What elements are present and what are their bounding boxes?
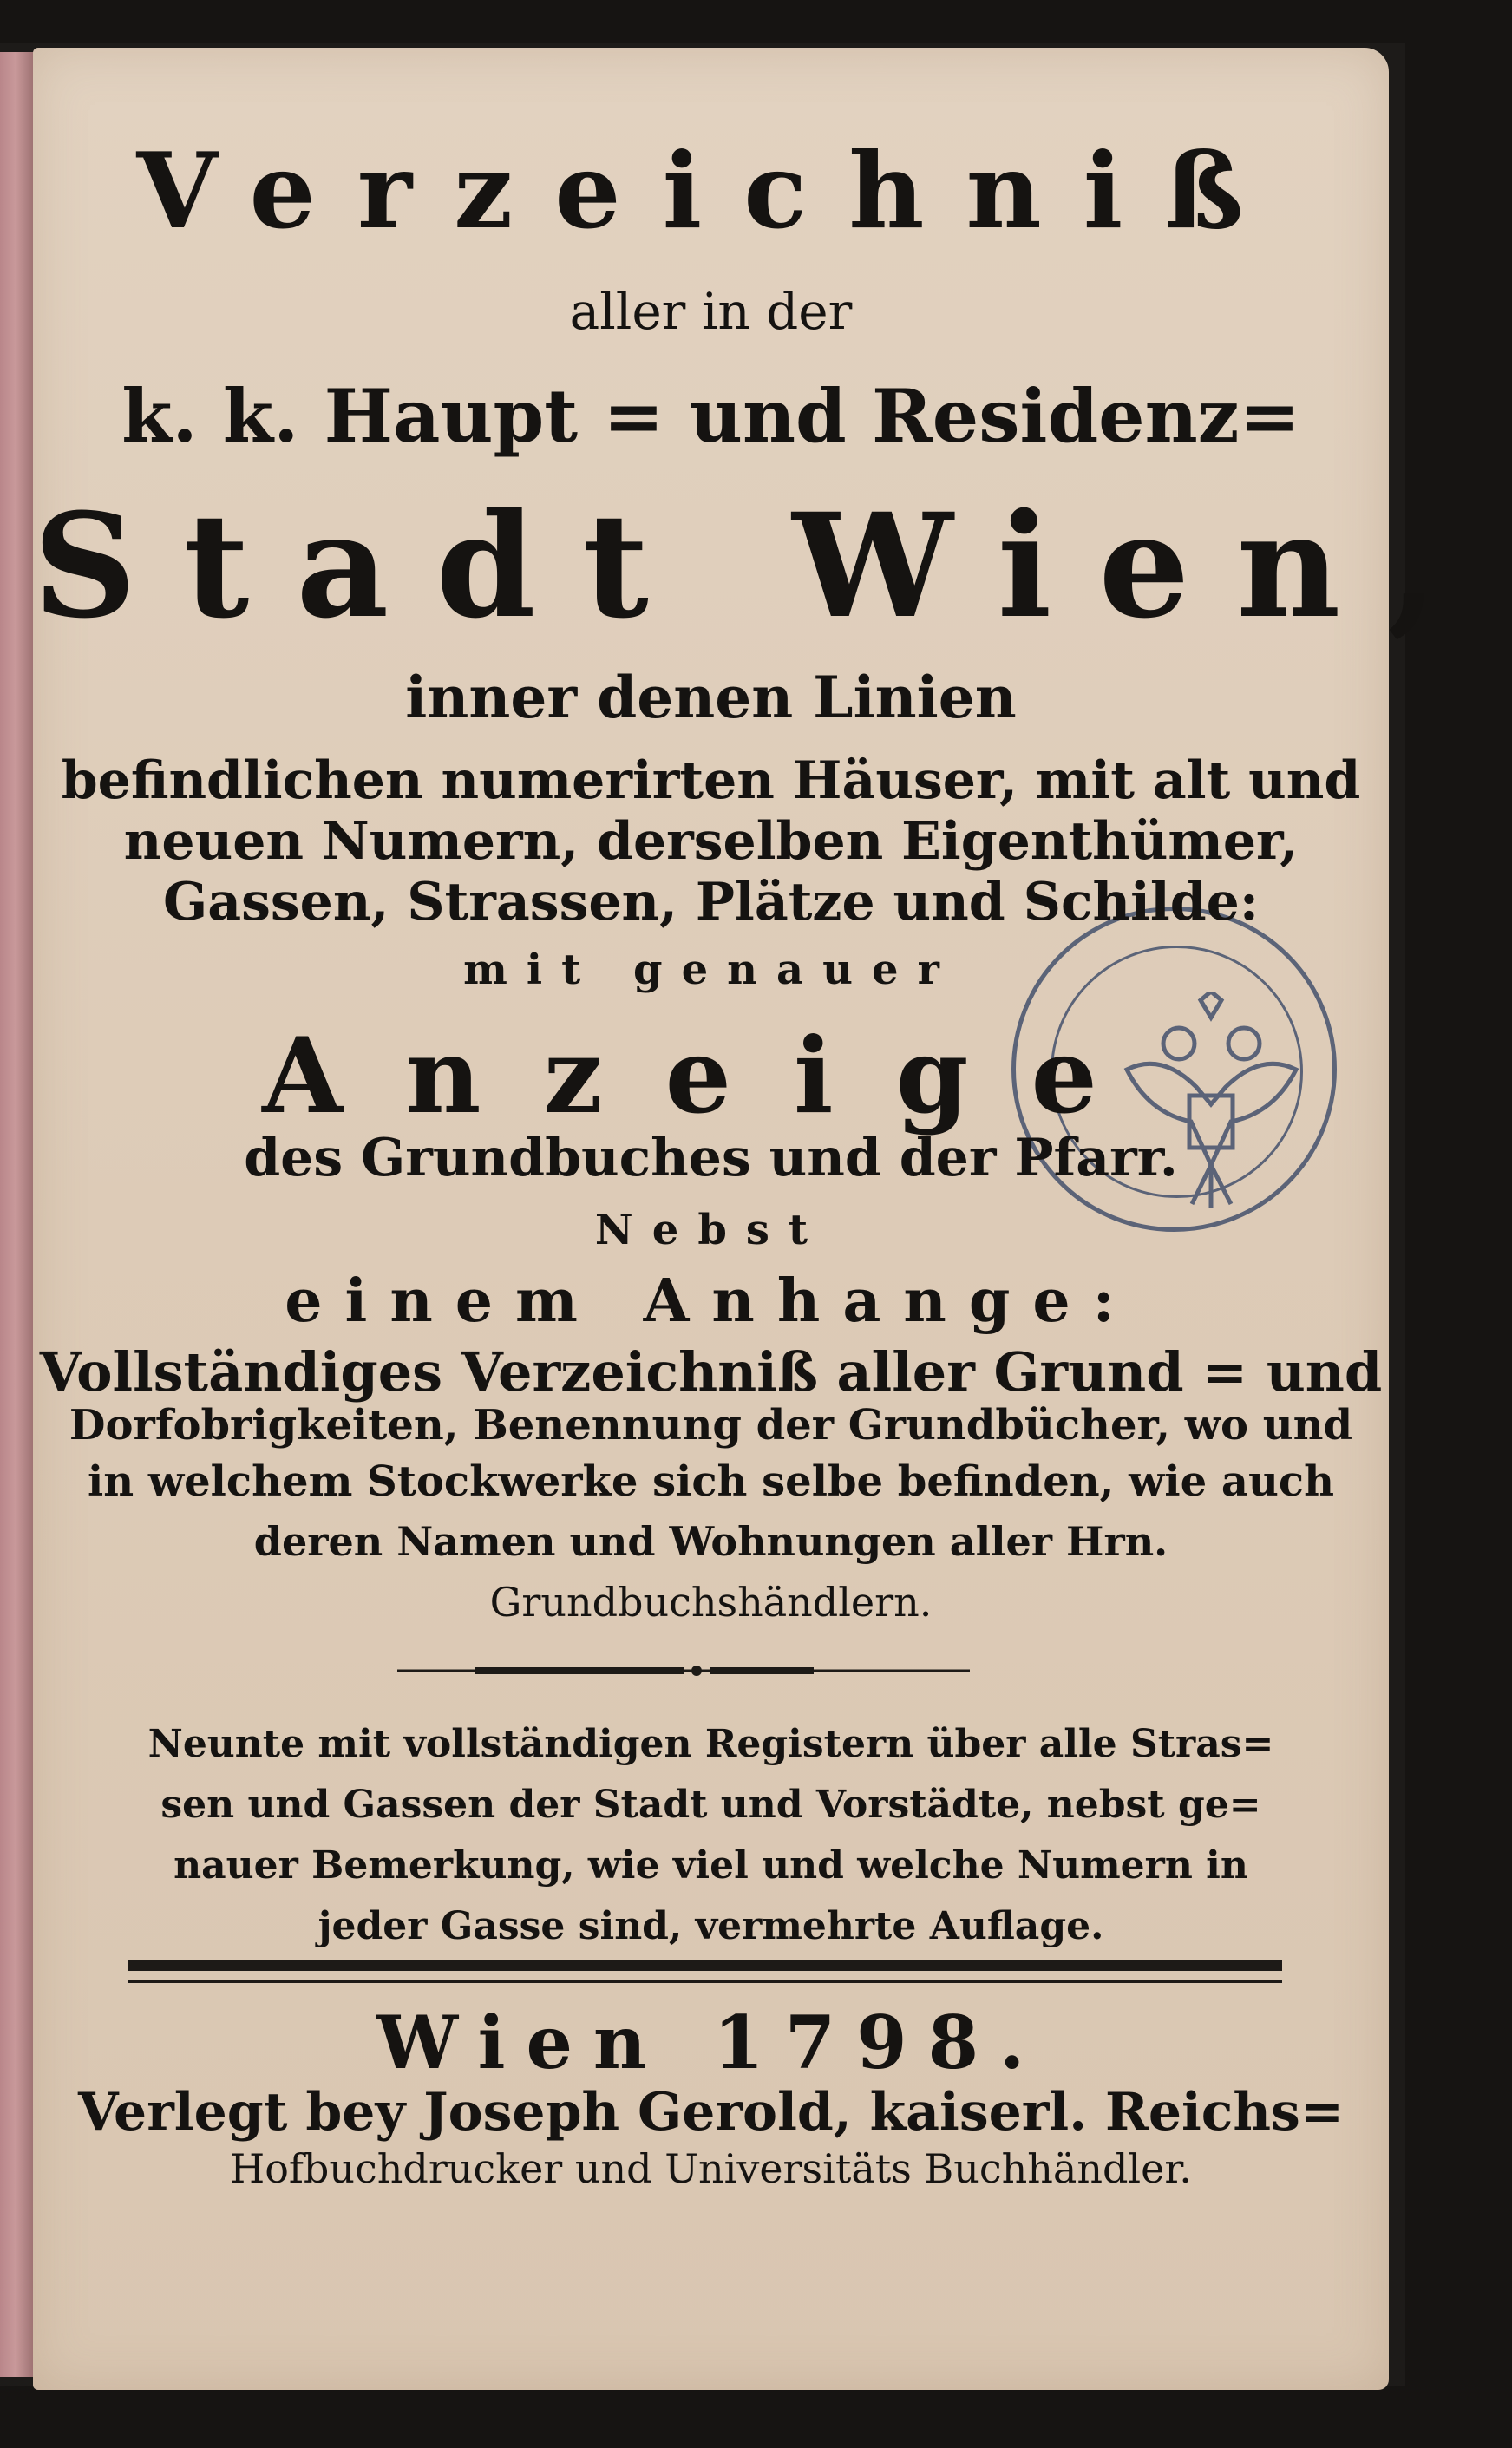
thin-rule [128,1980,1282,1983]
edition-line-4: jeder Gasse sind, vermehrte Auflage. [317,1904,1104,1948]
binding-edge [0,52,35,2377]
appendix-heading: einem Anhange: [285,1267,1137,1336]
ornamental-divider [397,1661,970,1680]
appendix-line-1: Vollständiges Verzeichniß aller Grund = und [39,1340,1383,1404]
city-name: Stadt Wien, [33,481,1484,650]
anzeige-heading: Anzeige [262,1015,1160,1137]
title-line-2: aller in der [569,282,853,341]
edition-line-2: sen und Gassen der Stadt und Vorstädte, nebst ge= [160,1783,1261,1827]
appendix-line-4: deren Namen und Wohnungen aller Hrn. [253,1518,1168,1565]
title-line-12: Nebst [594,1206,828,1254]
appendix-line-3: in welchem Stockwerke sich selbe befinden, wie auch [87,1457,1335,1506]
title-line-6: befindlichen numerirten Häuser, mit alt und [61,750,1361,811]
title-page [33,48,1484,2390]
title-line-9: mit genauer [463,946,959,994]
title-line-8: Gassen, Strassen, Plätze und Schilde: [163,872,1259,933]
book-title: Verzeichniß [136,130,1286,252]
imprint-role: Hofbuchdrucker und Universitäts Buchhändler. [230,2145,1192,2192]
title-line-3: k. k. Haupt = und Residenz= [121,373,1300,459]
title-line-11: des Grundbuches und der Pfarr. [244,1128,1178,1188]
imprint-publisher: Verlegt bey Joseph Gerold, kaiserl. Reichs= [77,2082,1345,2143]
title-line-5: inner denen Linien [405,664,1017,731]
thick-rule [128,1960,1282,1971]
appendix-line-5: Grundbuchshändlern. [489,1579,933,1626]
imprint-place-year: Wien 1798. [376,2000,1046,2085]
edition-line-1: Neunte mit vollständigen Registern über alle Stras= [147,1722,1274,1766]
edition-line-3: nauer Bemerkung, wie viel und welche Numern in [173,1843,1248,1888]
appendix-line-2: Dorfobrigkeiten, Benennung der Grundbücher, wo und [69,1401,1353,1450]
title-line-7: neuen Numern, derselben Eigenthümer, [123,811,1299,872]
